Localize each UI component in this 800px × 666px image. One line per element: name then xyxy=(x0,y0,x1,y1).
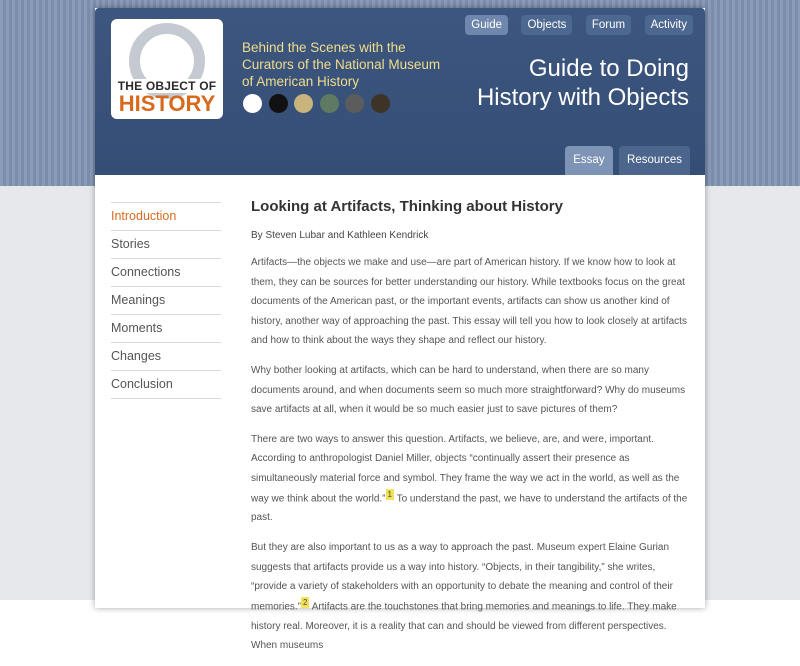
swatch-4 xyxy=(320,94,339,113)
swatch-3 xyxy=(294,94,313,113)
paragraph-3-text-end: To understand the past, we have to understand the artifacts of the past. xyxy=(251,492,688,524)
swatch-6 xyxy=(371,94,390,113)
color-swatches xyxy=(243,94,396,114)
sidebar-item-meanings[interactable]: Meanings xyxy=(111,286,221,314)
sidebar-item-stories[interactable]: Stories xyxy=(111,230,221,258)
nav-forum[interactable]: Forum xyxy=(586,15,631,35)
site-tagline: Behind the Scenes with the Curators of the National Museum of American History xyxy=(242,40,441,89)
logo-text-top: THE OBJECT OF xyxy=(111,79,223,93)
nav-activity[interactable]: Activity xyxy=(645,15,693,35)
paragraph-4-text: But they are also important to us as a way to approach the past. Museum expert Elaine Gurian suggests that artifacts provide us a way into history. “Objects, in their tangibility,” she writes, “provide a variety of stakeholders with an opportunity to debate the meaning and control of their memories.” xyxy=(251,542,673,613)
logo-text-bottom: HISTORY xyxy=(118,91,216,116)
swatch-1 xyxy=(243,94,262,113)
nav-guide[interactable]: Guide xyxy=(465,15,508,35)
section-tabs xyxy=(563,146,690,175)
sidebar-nav xyxy=(111,202,221,399)
swatch-5 xyxy=(345,94,364,113)
sidebar-item-changes[interactable]: Changes xyxy=(111,342,221,370)
sidebar-item-introduction[interactable]: Introduction xyxy=(111,202,221,230)
nav-objects[interactable]: Objects xyxy=(521,15,572,35)
tab-essay[interactable]: Essay xyxy=(565,146,612,175)
article-content xyxy=(251,197,691,666)
article-byline: By Steven Lubar and Kathleen Kendrick xyxy=(251,230,429,241)
tab-resources[interactable]: Resources xyxy=(619,146,690,175)
site-header xyxy=(95,8,705,175)
article-title: Looking at Artifacts, Thinking about History xyxy=(251,198,563,215)
page-title-line-2: History with Objects xyxy=(476,84,689,111)
footnote-link-2[interactable]: 2 xyxy=(303,597,308,607)
sidebar-item-moments[interactable]: Moments xyxy=(111,314,221,342)
sidebar-item-connections[interactable]: Connections xyxy=(111,258,221,286)
paragraph-3-text: There are two ways to answer this question. Artifacts, we believe, are, and were, important. According to anthropologist Daniel Miller, objects “continually assert their presence as simultaneously material force and symbol. They frame the way we act in the world, as well as the way we think about the world.” xyxy=(251,433,680,504)
swatch-2 xyxy=(269,94,288,113)
page-title-line-1: Guide to Doing xyxy=(528,55,689,82)
page-title xyxy=(477,54,689,112)
article-paragraph-2: Why bother looking at artifacts, which can be hard to understand, when there are so many documents around, and when documents seem so much more straightforward? Why do museums save artifacts at all, when it would be so much easier just to save pictures of them? xyxy=(251,364,686,416)
footnote-link-1[interactable]: 1 xyxy=(387,489,392,499)
paragraph-4-text-end: Artifacts are the touchstones that bring memories and meanings to life. They make history real. Moreover, it is a reality that can and should be viewed from different perspectives. When museums xyxy=(251,601,677,652)
article-paragraph-3 xyxy=(251,430,691,528)
site-logo[interactable] xyxy=(111,19,223,119)
page-container xyxy=(95,8,705,652)
article-paragraph-1: Artifacts—the objects we make and use—are part of American history. If we know how to look at them, they can be sources for better understanding our history. While textbooks focus on the great documents of the American past, or the important events, artifacts can show us another kind of history, another way of approaching the past. This essay will tell you how to look closely at artifacts and how to think about the ways they shape and reflect our history. xyxy=(251,257,687,347)
sidebar-item-conclusion[interactable]: Conclusion xyxy=(111,370,221,399)
article-paragraph-4 xyxy=(251,538,691,656)
top-nav xyxy=(456,15,693,35)
